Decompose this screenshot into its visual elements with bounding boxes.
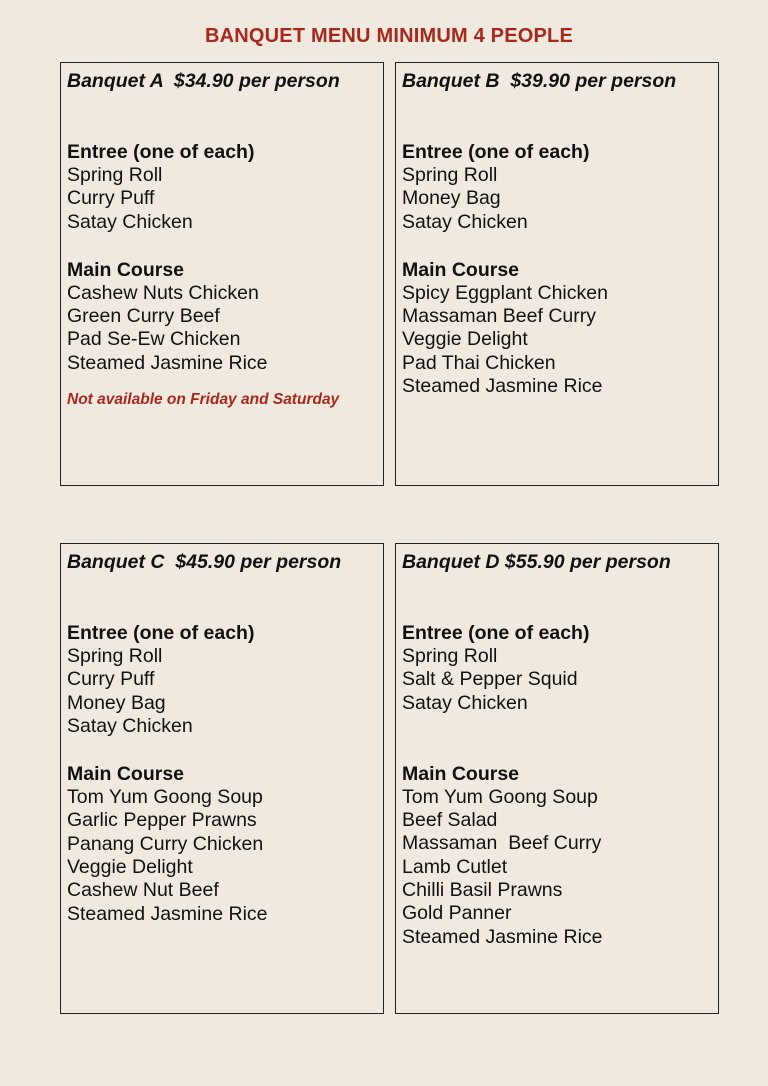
list-item: Steamed Jasmine Rice xyxy=(67,351,268,374)
banquet-c-main-label: Main Course xyxy=(67,763,185,786)
banquet-c-card xyxy=(60,543,384,1014)
list-item: Steamed Jasmine Rice xyxy=(402,925,603,948)
list-item: Satay Chicken xyxy=(402,210,528,233)
banquet-d-entree-list xyxy=(402,645,718,715)
list-item: Satay Chicken xyxy=(402,691,528,714)
banquet-d-card xyxy=(395,543,719,1014)
list-item: Satay Chicken xyxy=(67,714,193,737)
banquet-a-title: Banquet A $34.90 per person xyxy=(67,70,340,92)
banquet-b-card xyxy=(395,62,719,486)
banquet-d-main-list xyxy=(402,786,718,949)
banquet-d-title: Banquet D $55.90 per person xyxy=(402,551,671,573)
list-item: Curry Puff xyxy=(67,187,155,210)
list-item: Garlic Pepper Prawns xyxy=(67,809,257,832)
list-item: Gold Panner xyxy=(402,902,512,925)
banquet-a-availability-note: Not available on Friday and Saturday xyxy=(67,391,340,409)
banquet-c-entree-list xyxy=(67,645,383,738)
list-item: Steamed Jasmine Rice xyxy=(402,375,603,398)
list-item: Money Bag xyxy=(67,691,166,714)
list-item: Massaman Beef Curry xyxy=(402,305,596,328)
list-item: Veggie Delight xyxy=(67,856,193,879)
list-item: Spring Roll xyxy=(67,164,163,186)
list-item: Money Bag xyxy=(402,187,501,210)
page-title: BANQUET MENU MINIMUM 4 PEOPLE xyxy=(204,25,574,47)
banquet-a-entree-list xyxy=(67,164,383,234)
list-item: Cashew Nut Beef xyxy=(67,879,219,902)
banquet-b-entree-list xyxy=(402,164,718,234)
list-item: Cashew Nuts Chicken xyxy=(67,281,259,304)
banquet-d-main-label: Main Course xyxy=(402,762,520,785)
list-item: Lamb Cutlet xyxy=(402,855,508,878)
list-item: Curry Puff xyxy=(67,668,155,691)
banquet-b-entree-label: Entree (one of each) xyxy=(402,141,590,163)
banquet-b-main-list xyxy=(402,282,718,398)
list-item: Pad Se-Ew Chicken xyxy=(67,328,241,351)
banquet-c-main-list xyxy=(67,786,383,926)
banquet-c-title: Banquet C $45.90 per person xyxy=(67,551,342,573)
banquet-c-entree-label: Entree (one of each) xyxy=(67,622,255,644)
list-item: Spring Roll xyxy=(402,645,498,667)
banquet-a-entree-label: Entree (one of each) xyxy=(67,141,255,163)
banquet-d-entree-label: Entree (one of each) xyxy=(402,622,590,644)
banquet-a-card xyxy=(60,62,384,486)
banquet-a-main-label: Main Course xyxy=(67,258,185,281)
list-item: Panang Curry Chicken xyxy=(67,832,264,855)
list-item: Spring Roll xyxy=(67,645,163,667)
list-item: Spring Roll xyxy=(402,164,498,186)
banquet-b-title: Banquet B $39.90 per person xyxy=(402,70,677,92)
list-item: Chilli Basil Prawns xyxy=(402,879,563,902)
list-item: Green Curry Beef xyxy=(67,305,220,328)
list-item: Spicy Eggplant Chicken xyxy=(402,281,608,304)
list-item: Tom Yum Goong Soup xyxy=(402,785,598,808)
list-item: Veggie Delight xyxy=(402,328,528,351)
banquet-b-main-label: Main Course xyxy=(402,258,520,281)
list-item: Pad Thai Chicken xyxy=(402,351,556,374)
list-item: Massaman Beef Curry xyxy=(402,832,602,855)
list-item: Satay Chicken xyxy=(67,210,193,233)
list-item: Tom Yum Goong Soup xyxy=(67,786,263,809)
list-item: Beef Salad xyxy=(402,809,498,832)
list-item: Salt & Pepper Squid xyxy=(402,668,578,691)
banquet-a-main-list xyxy=(67,282,383,375)
list-item: Steamed Jasmine Rice xyxy=(67,902,268,925)
